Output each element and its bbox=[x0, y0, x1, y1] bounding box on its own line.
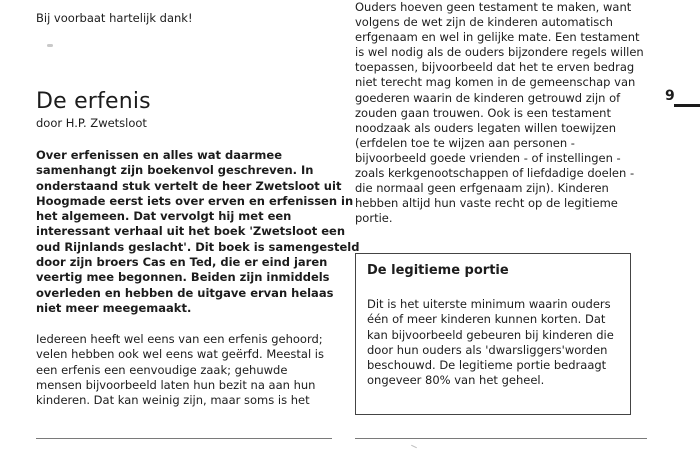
intro-line: onderstaand stuk vertelt de heer Zwetsloot uit bbox=[36, 178, 342, 193]
body-line: (erfdelen toe te wijzen aan personen - bbox=[355, 135, 575, 150]
box-line: kan bijvoorbeeld gebeuren bij kinderen die bbox=[367, 327, 614, 342]
box-line: één of meer kinderen kunnen korten. Dat bbox=[367, 312, 606, 327]
intro-line: veertig mee begonnen. Beiden zijn inmiddels bbox=[36, 270, 330, 285]
box-line: beschouwd. De legitieme portie bedraagt bbox=[367, 358, 607, 373]
intro-line: oud Rijnlands geslacht'. Dit boek is samengesteld bbox=[36, 239, 360, 254]
intro-line: Over erfenissen en alles wat daarmee bbox=[36, 148, 283, 162]
legitieme-portie-box bbox=[355, 253, 631, 415]
box-line: Dit is het uiterste minimum waarin ouders bbox=[367, 297, 611, 311]
body-line: velen hebben ook wel eens wat geërfd. Meestal is bbox=[36, 347, 324, 362]
article-intro bbox=[36, 148, 359, 316]
box-line: door hun ouders als 'dwarsliggers'worden bbox=[367, 342, 608, 357]
closing-line: Bij voorbaat hartelijk dank! bbox=[36, 11, 193, 25]
intro-line: interessant verhaal uit het boek 'Zwetsloot een bbox=[36, 224, 346, 239]
body-line: hebben altijd hun vaste recht op de legitieme bbox=[355, 196, 618, 211]
print-speck bbox=[47, 44, 53, 47]
body-line: bijvoorbeeld goede vrienden - of instellingen - bbox=[355, 150, 621, 165]
body-line: noodzaak als ouders legaten willen toewijzen bbox=[355, 120, 617, 135]
body-line: volgens de wet zijn de kinderen automatisch bbox=[355, 15, 613, 30]
intro-line: overleden en hebben de uitgave ervan helaas bbox=[36, 285, 334, 300]
footer-rule-left bbox=[36, 438, 332, 439]
print-mark bbox=[411, 445, 417, 448]
body-line: een erfenis een eenvoudige zaak; gehuwde bbox=[36, 362, 288, 377]
body-line: Iedereen heeft wel eens van een erfenis gehoord; bbox=[36, 332, 323, 346]
article-byline: door H.P. Zwetsloot bbox=[36, 116, 147, 130]
box-text bbox=[367, 297, 614, 389]
body-line: die normaal geen erfgenaam zijn). Kinderen bbox=[355, 181, 609, 196]
box-title: De legitieme portie bbox=[367, 263, 509, 278]
body-line: niet terecht mag komen in de gemeenschap van bbox=[355, 75, 636, 90]
article-body-right bbox=[355, 0, 644, 226]
body-line: portie. bbox=[355, 211, 393, 226]
page-number-bar bbox=[674, 104, 700, 107]
body-line: zouden gaan trouwen. Ook is een testament bbox=[355, 105, 611, 120]
box-line: ongeveer 80% van het geheel. bbox=[367, 373, 545, 388]
page-number: 9 bbox=[665, 88, 675, 104]
footer-rule-right bbox=[355, 438, 647, 439]
intro-line: het algemeen. Dat vervolgt hij met een bbox=[36, 209, 292, 224]
body-line: toepassen, bijvoorbeeld dat het te erven bedrag bbox=[355, 60, 635, 75]
intro-line: samenhangt zijn boekenvol geschreven. In bbox=[36, 163, 314, 178]
body-line: erfgenaam en wel in gelijke mate. Een testament bbox=[355, 30, 640, 45]
body-line: is wel nodig als de ouders bijzondere regels willen bbox=[355, 45, 644, 60]
body-line: Ouders hoeven geen testament te maken, want bbox=[355, 0, 632, 14]
article-body-left bbox=[36, 332, 324, 408]
intro-line: niet meer meegemaakt. bbox=[36, 300, 192, 315]
intro-line: Hoogmade eerst iets over erven en erfenissen in bbox=[36, 193, 354, 208]
body-line: mensen bijvoorbeeld laten hun bezit na aan hun bbox=[36, 377, 316, 392]
body-line: kinderen. Dat kan weinig zijn, maar soms is het bbox=[36, 393, 310, 408]
intro-line: door zijn broers Cas en Ted, die er eind jaren bbox=[36, 255, 328, 270]
body-line: goederen waarin de kinderen getrouwd zijn of bbox=[355, 90, 621, 105]
article-title: De erfenis bbox=[36, 89, 151, 114]
body-line: zoals kerkgenootschappen of liefdadige doelen - bbox=[355, 166, 635, 181]
